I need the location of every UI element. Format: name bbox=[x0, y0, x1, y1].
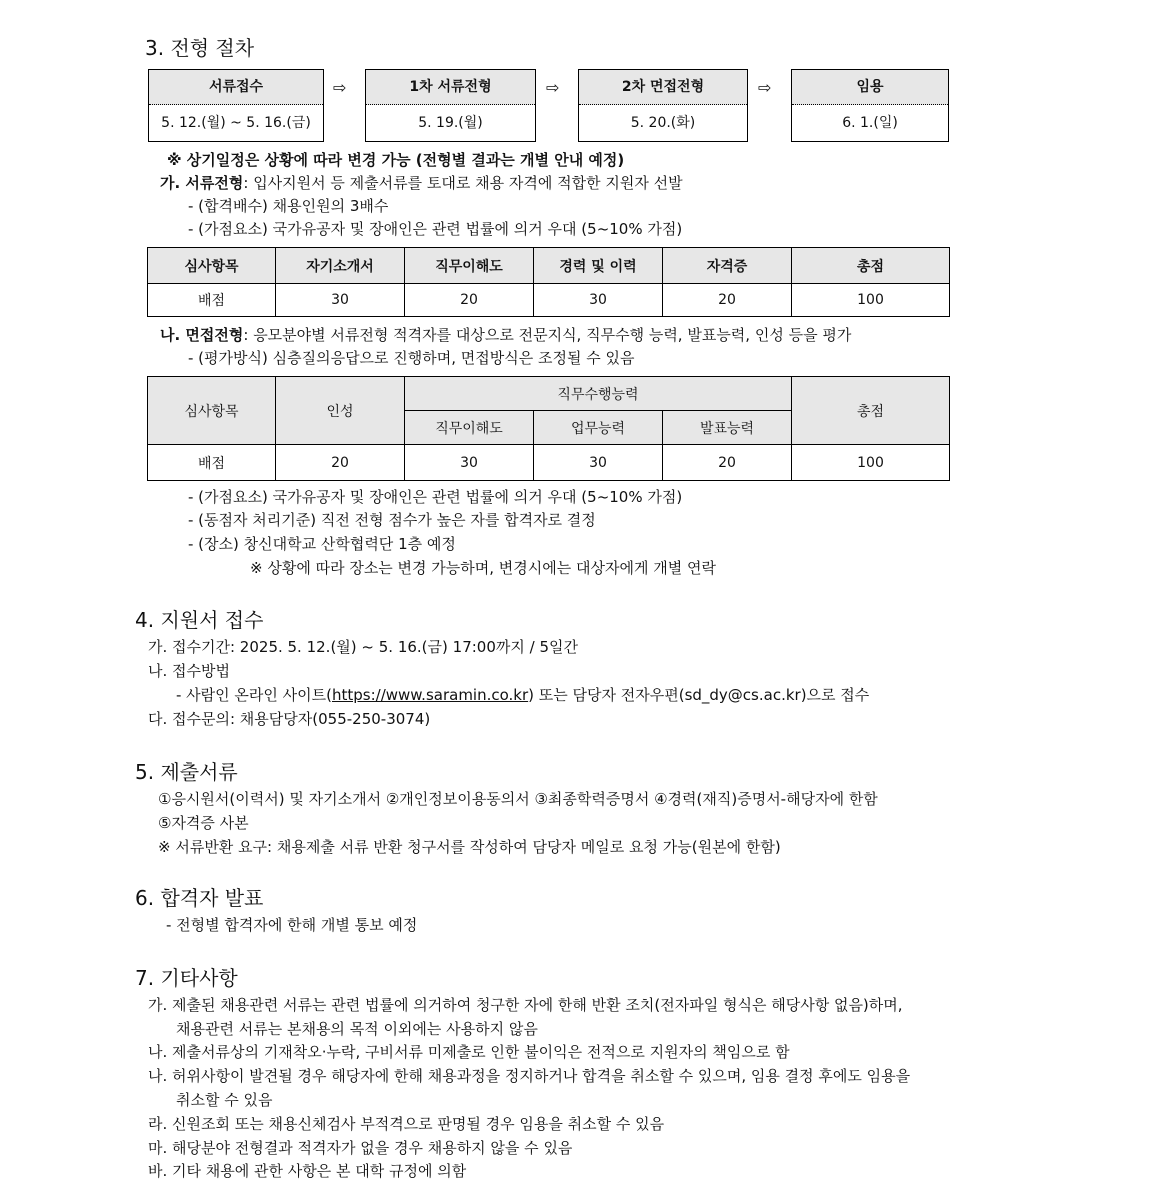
table-cell: 20 bbox=[276, 445, 405, 481]
table-header: 총점 bbox=[792, 377, 950, 445]
step-date: 6. 1.(일) bbox=[842, 115, 898, 131]
misc-line-6: 바. 기타 채용에 관한 사항은 본 대학 규정에 의함 bbox=[148, 1162, 467, 1180]
step-box-3 bbox=[578, 69, 748, 142]
table-cell: 20 bbox=[663, 284, 792, 317]
step-date: 5. 12.(월) ~ 5. 16.(금) bbox=[161, 115, 311, 131]
table-cell: 30 bbox=[534, 284, 663, 317]
table-subheader: 업무능력 bbox=[534, 411, 663, 445]
table-header: 심사항목 bbox=[148, 248, 276, 284]
table-cell: 20 bbox=[663, 445, 792, 481]
section-5-title: 5. 제출서류 bbox=[135, 760, 238, 784]
doc-screening-head: 가. 서류전형 bbox=[160, 174, 244, 192]
apply-method-text: - 사람인 온라인 사이트( bbox=[176, 686, 332, 704]
tie-rule-line: - (동점자 처리기준) 직전 전형 점수가 높은 자를 합격자로 결정 bbox=[188, 511, 596, 529]
table-subheader: 직무이해도 bbox=[405, 411, 534, 445]
table-cell: 100 bbox=[792, 445, 950, 481]
interview-text: : 응모분야별 서류전형 적격자를 대상으로 전문지식, 직무수행 능력, 발표능력, 인성 등을 평가 bbox=[243, 326, 852, 344]
venue-line: - (장소) 창신대학교 산학협력단 1층 예정 bbox=[188, 535, 456, 553]
doc-screening-line bbox=[160, 172, 683, 194]
section-4-title: 4. 지원서 접수 bbox=[135, 608, 264, 632]
step-label: 서류접수 bbox=[149, 70, 323, 105]
table-header: 직무수행능력 bbox=[405, 377, 792, 411]
table-header: 직무이해도 bbox=[405, 248, 534, 284]
misc-line-3: 나. 허위사항이 발견될 경우 해당자에 한해 채용과정을 정지하거나 합격을 취소할 수 있으며, 임용 결정 후에도 임용을 bbox=[148, 1067, 911, 1085]
docs-return-note: ※ 서류반환 요구: 채용제출 서류 반환 청구서를 작성하여 담당자 메일로 요청 가능(원본에 한함) bbox=[158, 838, 781, 856]
schedule-note: ※ 상기일정은 상황에 따라 변경 가능 (전형별 결과는 개별 안내 예정) bbox=[167, 151, 625, 169]
section-6-title: 6. 합격자 발표 bbox=[135, 886, 264, 910]
bonus-line-2: - (가점요소) 국가유공자 및 장애인은 관련 법률에 의거 우대 (5~10% 가점) bbox=[188, 488, 683, 506]
table-cell: 배점 bbox=[148, 284, 276, 317]
announce-line: - 전형별 합격자에 한해 개별 통보 예정 bbox=[166, 916, 418, 934]
misc-line-1: 가. 제출된 채용관련 서류는 관련 법률에 의거하여 청구한 자에 한해 반환 조치(전자파일 형식은 해당사항 없음)하며, bbox=[148, 996, 903, 1014]
arrow-icon: ⇨ bbox=[546, 78, 560, 97]
step-label: 2차 면접전형 bbox=[579, 70, 747, 105]
table-cell: 30 bbox=[405, 445, 534, 481]
venue-note: ※ 상황에 따라 장소는 변경 가능하며, 변경시에는 대상자에게 개별 연락 bbox=[250, 559, 716, 577]
apply-contact: 다. 접수문의: 채용담당자(055-250-3074) bbox=[148, 710, 431, 728]
docs-line-2: ⑤자격증 사본 bbox=[158, 814, 249, 832]
interview-head: 나. 면접전형 bbox=[160, 326, 244, 344]
doc-screening-text: : 입사지원서 등 제출서류를 토대로 채용 자격에 적합한 지원자 선발 bbox=[243, 174, 683, 192]
table-header: 인성 bbox=[276, 377, 405, 445]
interview-line bbox=[160, 324, 851, 346]
step-label: 임용 bbox=[792, 70, 948, 105]
table-cell: 배점 bbox=[148, 445, 276, 481]
step-box-4 bbox=[791, 69, 949, 142]
table-header: 심사항목 bbox=[148, 377, 276, 445]
apply-method-line bbox=[176, 684, 869, 706]
doc-score-table bbox=[147, 247, 950, 317]
misc-line-3b: 취소할 수 있음 bbox=[176, 1091, 273, 1109]
table-header: 자격증 bbox=[663, 248, 792, 284]
eval-method-line: - (평가방식) 심층질의응답으로 진행하며, 면접방식은 조정될 수 있음 bbox=[188, 349, 635, 367]
table-subheader: 발표능력 bbox=[663, 411, 792, 445]
misc-line-5: 마. 해당분야 전형결과 적격자가 없을 경우 채용하지 않을 수 있음 bbox=[148, 1139, 573, 1157]
table-header: 자기소개서 bbox=[276, 248, 405, 284]
step-date: 5. 19.(월) bbox=[418, 115, 483, 131]
table-header: 총점 bbox=[792, 248, 950, 284]
table-cell: 100 bbox=[792, 284, 950, 317]
step-date: 5. 20.(화) bbox=[630, 115, 696, 131]
saramin-link[interactable]: https://www.saramin.co.kr bbox=[331, 686, 529, 704]
misc-line-4: 라. 신원조회 또는 채용신체검사 부적격으로 판명될 경우 임용을 취소할 수 있음 bbox=[148, 1115, 665, 1133]
step-box-1 bbox=[148, 69, 324, 142]
table-header: 경력 및 이력 bbox=[534, 248, 663, 284]
apply-method-head: 나. 접수방법 bbox=[148, 662, 230, 680]
table-cell: 30 bbox=[534, 445, 663, 481]
misc-line-1b: 채용관련 서류는 본채용의 목적 이외에는 사용하지 않음 bbox=[176, 1020, 538, 1038]
step-label: 1차 서류전형 bbox=[366, 70, 535, 105]
arrow-icon: ⇨ bbox=[758, 78, 772, 97]
section-7-title: 7. 기타사항 bbox=[135, 966, 238, 990]
interview-score-table bbox=[147, 376, 950, 481]
pass-multiple-line: - (합격배수) 채용인원의 3배수 bbox=[188, 197, 389, 215]
table-cell: 30 bbox=[276, 284, 405, 317]
apply-period: 가. 접수기간: 2025. 5. 12.(월) ~ 5. 16.(금) 17:00까지 / 5일간 bbox=[148, 638, 578, 656]
docs-line-1: ①응시원서(이력서) 및 자기소개서 ②개인정보이용동의서 ③최종학력증명서 ④경력(재직)증명서-해당자에 한함 bbox=[158, 790, 878, 808]
misc-line-2: 나. 제출서류상의 기재착오·누락, 구비서류 미제출로 인한 불이익은 전적으로 지원자의 책임으로 함 bbox=[148, 1043, 790, 1061]
bonus-line: - (가점요소) 국가유공자 및 장애인은 관련 법률에 의거 우대 (5~10% 가점) bbox=[188, 220, 683, 238]
arrow-icon: ⇨ bbox=[333, 78, 347, 97]
section-3-title: 3. 전형 절차 bbox=[145, 36, 255, 60]
apply-method-text-2: ) 또는 담당자 전자우편(sd_dy@cs.ac.kr)으로 접수 bbox=[528, 686, 870, 704]
table-cell: 20 bbox=[405, 284, 534, 317]
step-box-2 bbox=[365, 69, 536, 142]
